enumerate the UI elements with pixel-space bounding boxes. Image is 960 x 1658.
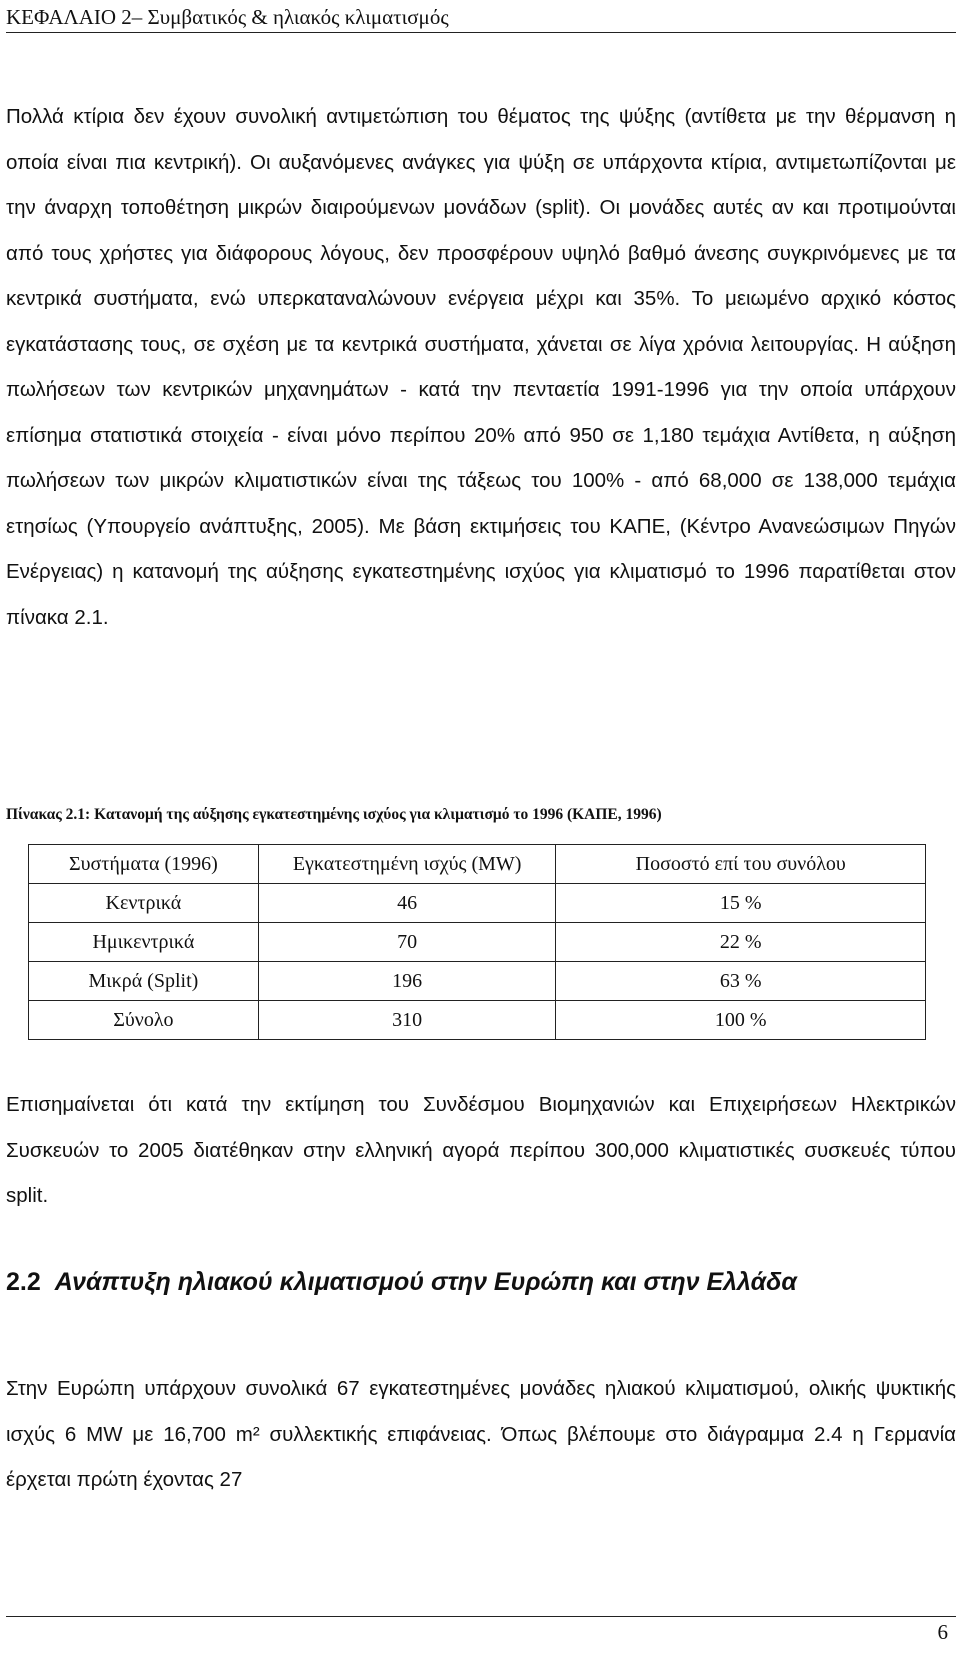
body-paragraph-3: Στην Ευρώπη υπάρχουν συνολικά 67 εγκατεστημένες μονάδες ηλιακού κλιματισμού, ολικής ψυκτικής ισχύς 6 MW με 16,700 m² συλλεκτικής επιφάνειας. Όπως βλέπουμε στο διάγραμμα 2.4 η Γερμανία έρχεται πρώτη έχοντας 27 [6, 1377, 956, 1491]
body-paragraph-2: Επισημαίνεται ότι κατά την εκτίμηση του Συνδέσμου Βιομηχανιών και Επιχειρήσεων Ηλεκτρικών Συσκευών το 2005 διατέθηκαν στην ελληνική αγορά περίπου 300,000 κλιματιστικές συσκευές τύπου split. [6, 1093, 956, 1207]
section-heading [6, 1264, 956, 1300]
table-cell: 196 [258, 962, 556, 1001]
table-header-cell: Ποσοστό επί του συνόλου [556, 845, 926, 884]
table-header-row [29, 845, 926, 884]
table-cell: 63 % [556, 962, 926, 1001]
table-cell: Σύνολο [29, 1001, 259, 1040]
table-cell: Κεντρικά [29, 884, 259, 923]
page-header: ΚΕΦΑΛΑΙΟ 2– Συμβατικός & ηλιακός κλιματισμός [6, 4, 956, 33]
section-number: 2.2 [6, 1268, 41, 1296]
table-cell: Ημικεντρικά [29, 923, 259, 962]
table-cell: 46 [258, 884, 556, 923]
table-row [29, 1001, 926, 1040]
body-paragraph-1: Πολλά κτίρια δεν έχουν συνολική αντιμετώπιση του θέματος της ψύξης (αντίθετα με την θέρμανση η οποία είναι πια κεντρική). Οι αυξανόμενες ανάγκες για ψύξη σε υπάρχοντα κτίρια, αντιμετωπίζονται με την άναρχη τοποθέτηση μικρών διαιρούμενων μονάδων (split). Οι μονάδες αυτές αν και προτιμούνται από τους χρήστες για διάφορους λόγους, δεν προσφέρουν υψηλό βαθμό άνεσης συγκρινόμενες με τα κεντρικά συστήματα, ενώ υπερκαταναλώνουν ενέργεια μέχρι και 35%. Το μειωμένο αρχικό κόστος εγκατάστασης τους, σε σχέση με τα κεντρικά συστήματα, χάνεται σε λίγα χρόνια λειτουργίας. Η αύξηση πωλήσεων των κεντρικών μηχανημάτων - κατά την πενταετία 1991-1996 για την οποία υπάρχουν επίσημα στατιστικά στοιχεία - είναι μόνο περίπου 20% από 950 σε 1,180 τεμάχια Αντίθετα, η αύξηση πωλήσεων των μικρών κλιματιστικών είναι της τάξεως του 100% - από 68,000 σε 138,000 τεμάχια ετησίως (Υπουργείο ανάπτυξης, 2005). Με βάση εκτιμήσεις του ΚΑΠΕ, (Κέντρο Ανανεώσιμων Πηγών Ενέργειας) η κατανομή της αύξησης εγκατεστημένης ισχύος για κλιματισμό το 1996 παρατίθεται στον πίνακα 2.1. [6, 105, 956, 629]
table-cell: 100 % [556, 1001, 926, 1040]
table-cell: 22 % [556, 923, 926, 962]
section-title: Ανάπτυξη ηλιακού κλιματισμού στην Ευρώπη και στην Ελλάδα [54, 1268, 797, 1296]
table-cell: 310 [258, 1001, 556, 1040]
table-cell: 15 % [556, 884, 926, 923]
power-distribution-table [28, 844, 926, 1040]
table-header-cell: Συστήματα (1996) [29, 845, 259, 884]
table-cell: Μικρά (Split) [29, 962, 259, 1001]
table-cell: 70 [258, 923, 556, 962]
table-caption: Πίνακας 2.1: Κατανομή της αύξησης εγκατεστημένης ισχύος για κλιματισμό το 1996 (ΚΑΠΕ, 1996) [6, 806, 662, 823]
table-row [29, 884, 926, 923]
table-row [29, 962, 926, 1001]
footer-rule [6, 1616, 956, 1617]
page-number: 6 [937, 1620, 948, 1644]
table-row [29, 923, 926, 962]
table-header-cell: Εγκατεστημένη ισχύς (MW) [258, 845, 556, 884]
